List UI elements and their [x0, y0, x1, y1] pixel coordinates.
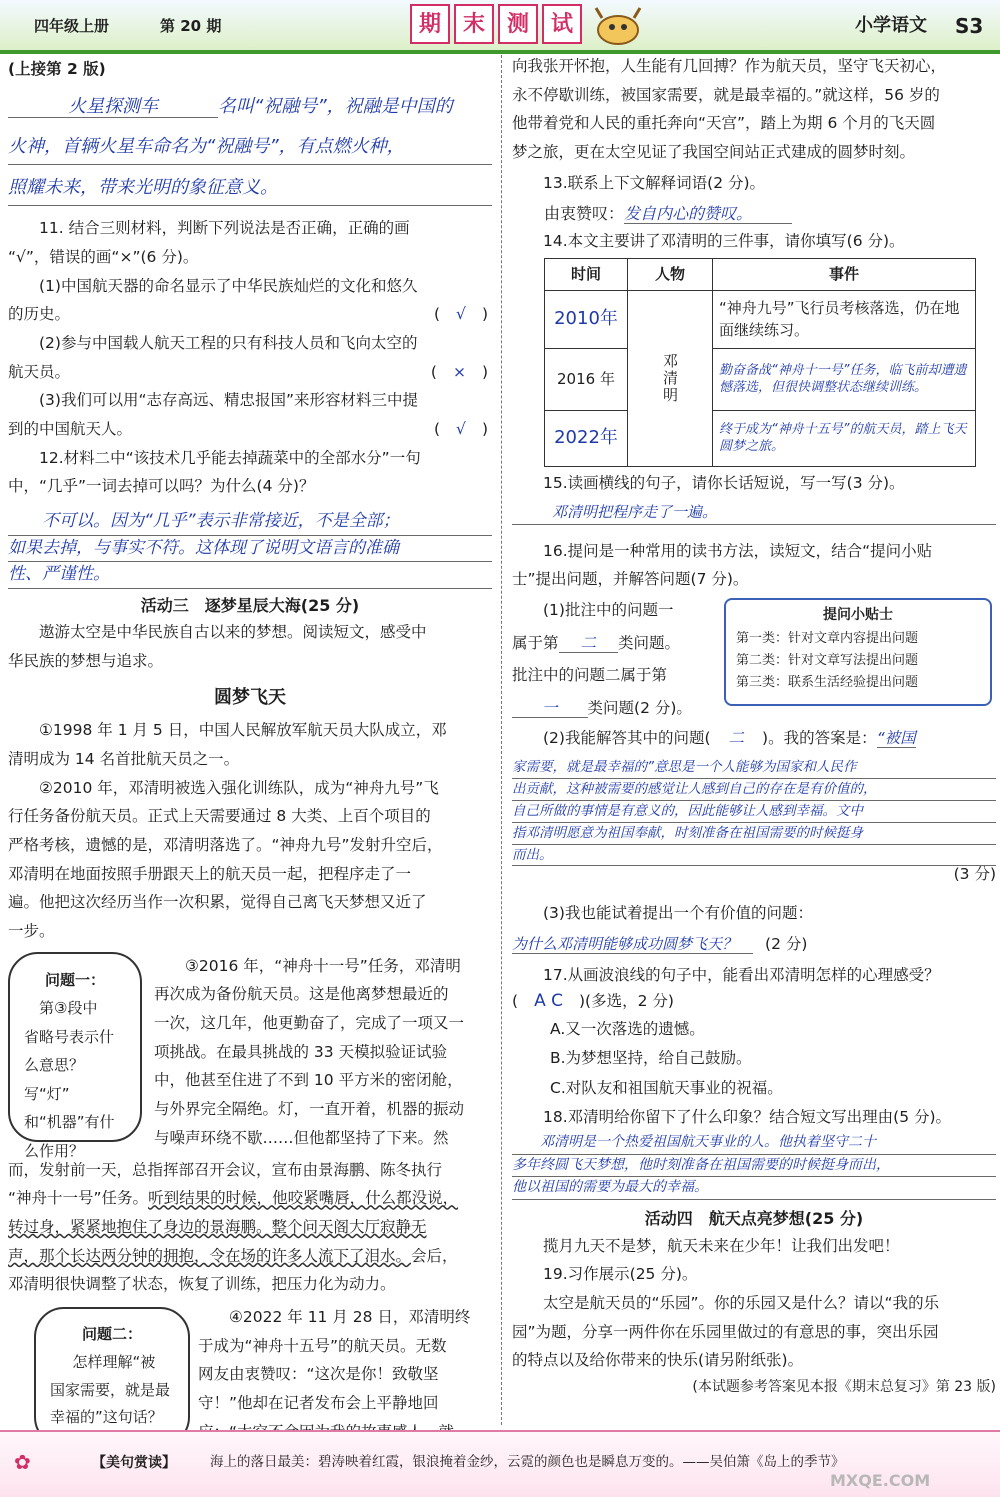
essay-line: 与外界完全隔绝。灯，一直开着，机器的振动: [154, 1100, 465, 1119]
statement-3: (3)我们可以用“志存高远、精忠报国”来形容材料三中提: [39, 391, 419, 410]
essay-line: ①1998 年 1 月 5 日，中国人民解放军航天员大队成立，邓: [39, 721, 447, 740]
question-13: 13.联系上下文解释词语(2 分)。: [543, 173, 766, 192]
essay-line: 遍。他把这次经历当作一次积累，觉得自己离飞天梦想又近了: [8, 893, 427, 912]
question-18: 18.邓清明给你留下了什么印象？结合短文写出理由(5 分)。: [543, 1108, 952, 1127]
answer-hand: ×: [452, 362, 466, 381]
banner-char-2: 末: [454, 4, 494, 44]
essay-line: 再次成为备份航天员。这是他离梦想最近的: [154, 985, 449, 1004]
annotation-line: 和“机器”有什: [24, 1113, 115, 1132]
issue-label: 第 20 期: [160, 17, 222, 35]
essay-line: 他带着党和人民的重托奔向“天宫”，踏上为期 6 个月的飞天圆: [512, 114, 936, 133]
q18-answer: [512, 1132, 996, 1200]
tip-item: 第一类：针对文章内容提出问题: [736, 630, 919, 646]
para-3-block: [8, 952, 492, 1168]
essay-line: 行任务备份航天员。正式上天需要通过 8 大类、上百个项目的: [8, 807, 431, 826]
essay-line: ④2022 年 11 月 28 日，邓清明终: [229, 1308, 471, 1327]
table-header: 事件: [713, 258, 976, 290]
statement-1: (1)中国航天器的命名显示了中华民族灿烂的文化和悠久: [39, 276, 418, 295]
option-a: A.又一次落选的遗憾。: [550, 1019, 705, 1038]
paren: ): [481, 362, 488, 381]
score-label: (3 分): [953, 865, 996, 884]
banner-char-4: 试: [542, 4, 582, 44]
left-column: [8, 57, 492, 1453]
essay-line: 于成为“神舟十五号”的航天员。无数: [198, 1336, 447, 1355]
essay-line: 邓清明很快调整了状态，恢复了训练，把压力化为动力。: [8, 1275, 396, 1294]
tips-title: 提问小贴士: [823, 607, 893, 624]
answer-hand: √: [456, 420, 466, 439]
answer-hand: 而出。: [512, 845, 996, 867]
tip-item: 第二类：针对文章写法提出问题: [736, 652, 919, 668]
answer-hand: 自己所做的事情是有意义的，因此能够让人感到幸福。文中: [512, 801, 996, 823]
essay-line: 与噪声环绕不歇……但他都坚持了下来。然: [154, 1128, 449, 1147]
essay-para-1-2: [8, 716, 492, 945]
annotation-question-1: [8, 952, 142, 1160]
q10-answer: [8, 90, 492, 207]
year-cell: 2016 年: [545, 348, 628, 410]
annotation-line: 怎样理解“被: [72, 1352, 156, 1371]
event-cell: 终于成为“神舟十五号”的航天员，踏上飞天圆梦之旅。: [713, 410, 976, 466]
event-cell: 勤奋备战“神舟十一号”任务，临飞前却遭遗憾落选，但很快调整状态继续训练。: [713, 348, 976, 410]
page-footer: [0, 1430, 1000, 1497]
question-text: 16.提问是一种常用的读书方法，读短文，结合“提问小贴: [543, 541, 933, 560]
year-cell: 2010年: [545, 290, 628, 348]
tip-item: 第三类：联系生活经验提出问题: [736, 675, 919, 690]
statement-2-end: 航天员。: [8, 362, 71, 381]
question-text: 批注中的问题二属于第: [512, 666, 668, 685]
q12-answer: [8, 509, 492, 589]
answer-hand: 照耀未来，带来光明的象征意义。: [8, 171, 492, 206]
annotation-line: 第③段中: [39, 999, 98, 1018]
slogan: 揽月九天不是梦，航天未来在少年！让我们出发吧！: [543, 1236, 900, 1255]
question-text: 属于第: [512, 633, 559, 652]
year-cell: 2022年: [545, 410, 628, 466]
annotation-line: 幸福的”这句话？: [50, 1408, 163, 1427]
essay-line: ②2010 年，邓清明被选入强化训练队，成为“神舟九号”飞: [39, 778, 439, 797]
annotation-line: 么作用？: [24, 1141, 85, 1160]
essay-title: 圆梦飞天: [214, 686, 286, 708]
question-16: [512, 537, 996, 594]
footer-label: 【美句赏读】: [92, 1455, 176, 1471]
prompt-line: 太空是航天员的“乐园”。你的乐园又是什么？请以“我的乐: [543, 1293, 940, 1312]
statement-2: (2)参与中国载人航天工程的只有科技人员和飞向太空的: [39, 334, 418, 353]
essay-para-4: [198, 1303, 492, 1446]
q16-part1: [512, 594, 996, 724]
wavy-sentence: 转过身，紧紧地抱住了身边的景海鹏。整个问天阁大厅寂静无: [8, 1218, 427, 1237]
events-table: [544, 258, 976, 467]
question-text: 11. 结合三则材料，判断下列说法是否正确，正确的画: [39, 219, 410, 238]
essay-line: 永不停歇训练，被国家需要，就是最幸福的。”就这样，56 岁的: [512, 85, 940, 104]
answer-hand: 火星探测车: [8, 96, 218, 118]
answer-hand: 性、严谨性。: [8, 562, 492, 589]
answer-hand: 为什么邓清明能够成功圆梦飞天？: [512, 935, 753, 954]
question-16-3: (3)我也能试着提出一个有价值的问题：: [543, 904, 813, 923]
q16-1-text: [512, 594, 717, 724]
essay-line: “神舟十一号”任务。: [8, 1189, 149, 1208]
grade-label: 四年级上册: [34, 17, 110, 35]
prompt-line: 的特点以及给你带来的快乐(请另附纸张)。: [512, 1351, 804, 1370]
q17-options: [512, 1015, 996, 1103]
answer-hand: 发自内心的赞叹。: [624, 204, 792, 224]
answer-hand: 邓清明是一个热爱祖国航天事业的人。他执着坚守二十: [512, 1132, 996, 1155]
table-row: [545, 410, 976, 466]
question-text: (2)我能解答其中的问题(: [543, 729, 711, 748]
paren: (: [433, 420, 441, 439]
question-text: 12.材料二中“该技术几乎能去掉蔬菜中的全部水分”一句: [39, 448, 421, 467]
watermark-logo: MXQE.COM: [830, 1471, 931, 1490]
question-text: 中，“几乎”一词去掉可以吗？为什么(4 分)？: [8, 477, 315, 496]
page-header: [0, 0, 1000, 54]
wavy-sentence: 听到结果的时候，他咬紧嘴唇，什么都没说，: [148, 1189, 459, 1208]
person-cell: 邓清明: [628, 290, 713, 466]
paren: (: [430, 362, 437, 381]
essay-line: 梦之旅，更在太空见证了我国空间站正式建成的圆梦时刻。: [512, 143, 916, 162]
essay-line: 中，他甚至住进了不到 10 平方米的密闭舱，: [154, 1071, 463, 1090]
option-c: C.对队友和祖国航天事业的祝福。: [550, 1078, 783, 1097]
event-cell: “神舟九号”飞行员考核落选，仍在地面继续练习。: [713, 290, 976, 348]
essay-line: ③2016 年，“神舟十一号”任务，邓清明: [185, 956, 461, 975]
question-17: 17.从画波浪线的句子中，能看出邓清明怎样的心理感受？: [543, 965, 940, 984]
essay-para-3-cont: [8, 1156, 492, 1299]
answer-hand: 不可以。因为“几乎”表示非常接近，不是全部；: [8, 509, 492, 536]
answer-hand: 指邓清明愿意为祖国奉献，时刻准备在祖国需要的时候挺身: [512, 823, 996, 845]
subject-label: 小学语文: [855, 15, 927, 36]
intro: [8, 618, 492, 675]
answer-hand: 火神，首辆火星车命名为“祝融号”，有点燃火种，: [8, 130, 492, 165]
annotation-line: 国家需要，就是最: [50, 1380, 171, 1399]
question-text: )(多选，2 分): [578, 991, 674, 1010]
paren: ): [481, 305, 488, 324]
statement-3-end: 到的中国航天人。: [8, 420, 133, 439]
question-text: )。我的答案是：: [762, 729, 877, 748]
answer-hand: 家需要，就是最幸福的”意思是一个人能够为国家和人民作: [512, 757, 996, 779]
intro-line: 华民族的梦想与追求。: [8, 651, 164, 670]
cow-mascot-icon: [588, 2, 648, 46]
essay-line: 项挑战。在最具挑战的 33 天模拟验证试验: [154, 1042, 448, 1061]
essay-line: 清明成为 14 名首批航天员之一。: [8, 749, 240, 768]
essay-line: 邓清明在地面按照手册跟天上的航天员一起，把程序走了一: [8, 864, 412, 883]
annotation-title: 问题二：: [81, 1325, 142, 1344]
answer-hand: 多年终圆飞天梦想，他时刻准备在祖国需要的时候挺身而出，: [512, 1155, 996, 1178]
wavy-sentence: 声，那个长达两分钟的拥抱，令在场的许多人流下了泪水。: [8, 1246, 412, 1265]
question-19: 19.习作展示(25 分)。: [543, 1265, 698, 1284]
paren: (: [433, 305, 441, 324]
annotation-line: 么意思？写“灯”: [24, 1056, 85, 1103]
essay-line: 会后，: [411, 1246, 458, 1265]
paren: (: [512, 991, 519, 1010]
answer-hand: 二: [728, 729, 745, 748]
table-header: 时间: [545, 258, 628, 290]
essay-line: 守！”他却在记者发布会上平静地回: [198, 1394, 439, 1413]
answer-hand: A C: [534, 990, 563, 1011]
answer-hand: “被国: [876, 729, 916, 748]
banner-char-3: 测: [498, 4, 538, 44]
essay-line: 严格考核，遗憾的是，邓清明落选了。“神舟九号”发射升空后，: [8, 836, 443, 854]
answer-hand: 一: [512, 699, 588, 718]
question-text: 士”提出问题，并解答问题(7 分)。: [512, 570, 749, 589]
right-column: [512, 52, 996, 1401]
question-text: 类问题。: [618, 633, 681, 652]
footer-quote: 海上的落日最美：碧涛映着红霞，银浪掩着金纱，云霓的颜色也是瞬息万变的。——吴伯箫《岛上的季节》: [210, 1454, 845, 1470]
decoration-icon: ✿: [14, 1450, 31, 1474]
paren: ): [481, 420, 488, 439]
answer-hand: √: [456, 305, 466, 324]
essay-line: 一步。: [8, 922, 55, 941]
answer-hand: 二: [559, 634, 619, 653]
option-b: B.为梦想坚持，给自己鼓励。: [550, 1049, 752, 1068]
statement-1-end: 的历史。: [8, 305, 71, 324]
question-15: 15.读画横线的句子，请你长话短说，写一写(3 分)。: [543, 473, 905, 492]
question-11: [8, 214, 492, 501]
page-number: S3: [955, 14, 984, 38]
annotation-line: 省略号表示什: [24, 1027, 115, 1046]
essay-para-4-cont: [512, 52, 996, 167]
question-tips-box: [724, 598, 992, 706]
table-row: [545, 348, 976, 410]
question-14: 14.本文主要讲了邓清明的三件事，请你填写(6 分)。: [543, 232, 905, 251]
essay-line: 网友由衷赞叹：“这次是你！致敬坚: [198, 1365, 439, 1384]
question-text: 类问题(2 分)。: [587, 698, 692, 717]
banner-char-1: 期: [410, 4, 450, 44]
q16-2-answer: [512, 757, 996, 867]
annotation-question-2: [34, 1307, 190, 1447]
essay-line: 一次，这几年，他更勤奋了，完成了一项又一: [154, 1014, 465, 1033]
question-text: (1)批注中的问题一: [543, 601, 674, 620]
continued-note: (上接第 2 版): [8, 60, 106, 78]
activity-3-heading: 活动三 逐梦星辰大海(25 分): [140, 595, 360, 615]
term-label: 由衷赞叹：: [544, 204, 625, 224]
annotation-title: 问题一：: [44, 970, 105, 989]
score-label: (2 分): [765, 935, 808, 954]
answer-note: (本试题参考答案见本报《期末总复习》第 23 版): [692, 1378, 996, 1395]
prompt-line: 园”为题，分享一两件你在乐园里做过的有意思的事，突出乐园: [512, 1322, 939, 1341]
answer-hand: 出贡献，这种被需要的感觉让人感到自己的存在是有价值的，: [512, 779, 996, 801]
essay-para-3: [154, 952, 492, 1153]
table-row: [545, 290, 976, 348]
essay-line: 而，发射前一天，总指挥部召开会议，宣布由景海鹏、陈冬执行: [8, 1160, 443, 1179]
answer-hand: 如果去掉，与事实不符。这体现了说明文语言的准确: [8, 536, 492, 563]
answer-hand: 名叫“祝融号”，祝融是中国的: [218, 95, 453, 117]
table-header: 人物: [628, 258, 713, 290]
essay-line: 向我张开怀抱，人生能有几回搏？作为航天员，坚守飞天初心，: [512, 57, 947, 75]
activity-4-body: [512, 1232, 996, 1401]
question-text: “√”，错误的画“×”(6 分)。: [8, 248, 199, 267]
answer-hand: 他以祖国的需要为最大的幸福。: [512, 1177, 996, 1200]
intro-line: 遨游太空是中华民族自古以来的梦想。阅读短文，感受中: [39, 623, 427, 642]
column-divider: [501, 55, 503, 1425]
answer-hand: 邓清明把程序走了一遍。: [512, 500, 996, 525]
activity-4-heading: 活动四 航天点亮梦想(25 分): [644, 1208, 864, 1228]
